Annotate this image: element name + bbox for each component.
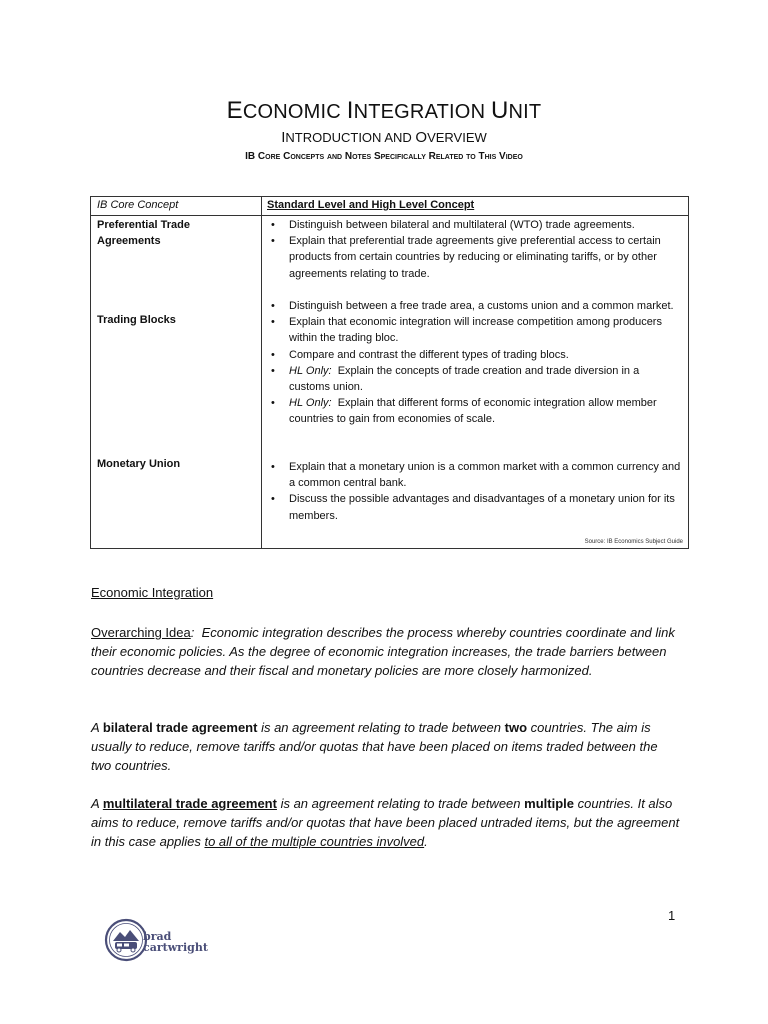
multilateral-term: multilateral trade agreement xyxy=(102,796,277,811)
page-subsubtitle: IB Core Concepts and Notes Specifically Related to This Video xyxy=(245,151,523,162)
bullets-trading-blocks xyxy=(261,298,686,428)
logo-text: brad cartwright xyxy=(143,930,208,954)
table-header-concept: IB Core Concept xyxy=(97,199,179,211)
list-item: • Distinguish between a free trade area, a customs union and a common market. xyxy=(271,300,674,312)
list-item: • Discuss the possible advantages and disadvantages of a monetary union for its members. xyxy=(271,493,675,522)
section-heading: Economic Integration xyxy=(91,585,214,600)
table-source-note: Source: IB Economics Subject Guide xyxy=(584,539,683,545)
table-header-divider xyxy=(91,215,688,216)
list-item: • Distinguish between bilateral and multilateral (WTO) trade agreements. xyxy=(271,219,635,231)
list-item: • Explain that economic integration will increase competition among producers within the trading bloc. xyxy=(271,316,662,345)
concept-trading-blocks: Trading Blocks xyxy=(97,314,176,326)
concept-preferential-trade: Preferential Trade Agreements xyxy=(97,219,190,247)
concept-monetary-union: Monetary Union xyxy=(97,458,181,470)
paragraph-bilateral: A bilateral trade agreement is an agreement relating to trade between two countries. The aim is usually to reduce, remove tariffs and/or quotas that have been placed on items traded between the two countries. xyxy=(91,720,658,773)
bilateral-term: bilateral trade agreement xyxy=(102,720,258,735)
bullets-monetary-union xyxy=(261,459,686,524)
paragraph-overarching-idea: Overarching Idea: Economic integration describes the process whereby countries coordinate and link their economic policies. As the degree of economic integration increases, the trade barriers between countries decrease and their fiscal and monetary policies are more closely harmonized. xyxy=(91,625,675,678)
paragraph-multilateral: A multilateral trade agreement is an agreement relating to trade between multiple countries. It also aims to reduce, remove tariffs and/or quotas that have been placed untraded items, but the agreement in this case applies to all of the multiple countries involved. xyxy=(91,796,680,849)
concepts-table xyxy=(90,196,689,549)
list-item: • Compare and contrast the different types of trading blocs. xyxy=(271,348,569,361)
bullets-preferential-trade xyxy=(261,217,686,282)
table-header-level: Standard Level and High Level Concept xyxy=(267,199,475,211)
list-item: • HL Only: Explain the concepts of trade creation and trade diversion in a customs union. xyxy=(271,364,640,394)
page-title: ECONOMIC INTEGRATION UNIT xyxy=(226,97,542,124)
list-item: • Explain that a monetary union is a common market with a common currency and a common central bank. xyxy=(271,461,681,490)
overarching-idea-label: Overarching Idea xyxy=(91,625,191,640)
page-number: 1 xyxy=(668,908,676,923)
list-item: • Explain that preferential trade agreements give preferential access to certain products from certain countries by reducing or eliminating tariffs, or by other agreements relating to trade. xyxy=(271,235,661,280)
list-item: • HL Only: Explain that different forms of economic integration allow member countries to gain from economies of scale. xyxy=(271,397,657,426)
page-subtitle: INTRODUCTION AND OVERVIEW xyxy=(281,129,487,146)
